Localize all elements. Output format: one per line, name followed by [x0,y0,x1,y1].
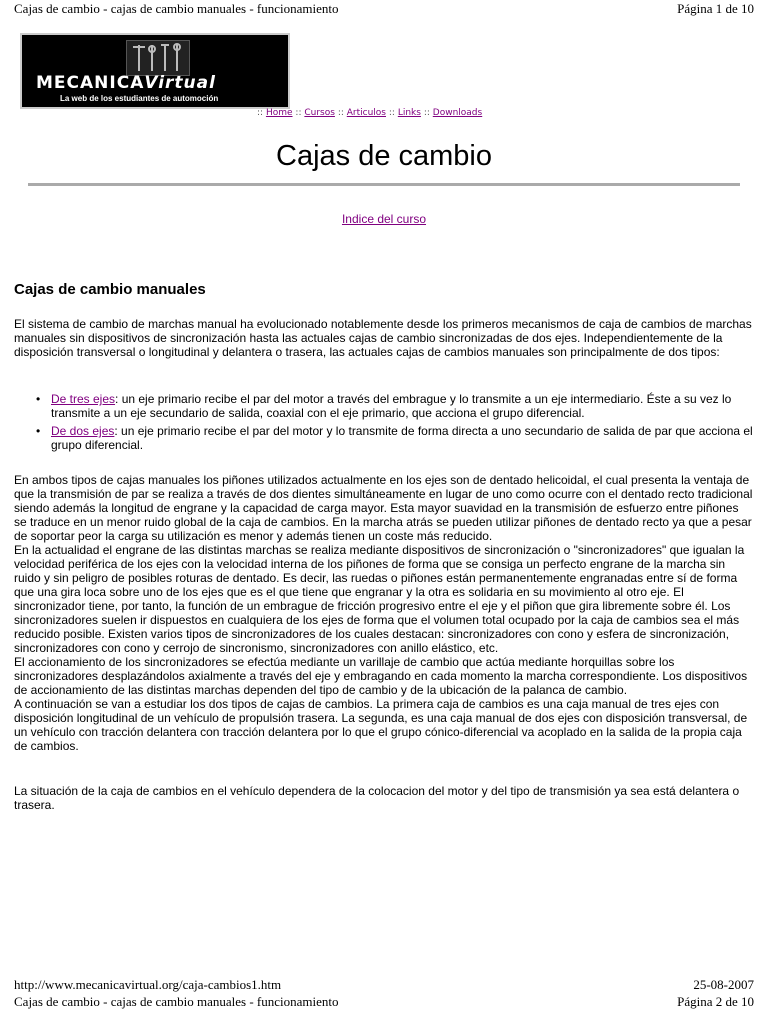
print-footer-title: Cajas de cambio - cajas de cambio manuales - funcionamiento [14,994,339,1009]
paragraph-synchronizers: En la actualidad el engrane de las distintas marchas se realiza mediante dispositivos de sincronización o "sincronizadores" que igualan la velocidad periférica de los ejes con la velocidad interna de los piñones de forma que se consiga un perfecto engrane de la marcha sin ruido y sin peligro de posibles roturas de dentado. Es decir, las ruedas o piñones están permanentemente engranadas entre sí de forma que una gira loca sobre uno de los ejes que es el que tiene que engranar y la otra es solidaria en su movimiento al otro eje. El sincronizador tiene, por tanto, la función de un embrague de fricción progresivo entre el eje y el piñon que gira libremente sobre él. Los sincronizadores suelen ir dispuestos en cualquiera de los ejes de forma que el volumen total ocupado por la caja de cambios sea el más reducido posible. Existen varios tipos de sincronizadores de los cuales destacan: sincronizadores con cono y esfera de sincronización, sincronizadores con cono y cerrojo de sincronismo, sincronizadores con anillo elástico, etc. [14,543,745,655]
list-item: • De dos ejes: un eje primario recibe el par del motor y lo transmite de forma directa a uno secundario de salida de par que acciona el grupo diferencial. [36,424,753,452]
print-footer-page: Página 2 de 10 [677,994,754,1009]
closing-paragraph: La situación de la caja de cambios en el vehículo dependera de la colocacion del motor y del tipo de transmisión ya sea está delantera o trasera. [14,784,740,812]
paragraph-overview: A continuación se van a estudiar los dos tipos de cajas de cambios. La primera caja de cambios es una caja manual de tres ejes con disposición longitudinal de un vehículo de propulsión trasera. La segunda, es una caja manual de dos ejes con disposición transversal, de un vehículo con tracción delantera con tracción delantera por lo que el grupo cónico-diferencial va acoplado en la salida de la propia caja de cambios. [14,697,748,753]
print-header-page: Página 1 de 10 [677,1,754,16]
site-logo[interactable] [20,33,290,109]
print-footer-date: 25-08-2007 [693,977,754,992]
three-shafts-link[interactable]: De tres ejes [51,392,116,406]
print-footer-url-row [14,977,754,993]
logo-tagline: La web de los estudiantes de automoción [60,94,219,103]
nav-cursos-link[interactable]: Cursos [304,108,335,118]
course-index-link[interactable]: Indice del curso [341,212,427,226]
logo-wordmark: MECANICAVirtual [36,73,216,93]
bullet-icon: • [36,392,41,406]
page-title: Cajas de cambio [276,140,492,172]
title-divider [28,183,740,186]
section-heading: Cajas de cambio manuales [14,281,206,298]
list-item: • De tres ejes: un eje primario recibe el par del motor a través del embrague y lo transmite a un eje intermediario. Éste a su vez lo transmite a un eje secundario de salida, coaxial con el eje primario, que acciona el grupo diferencial. [36,392,732,420]
gearbox-types-list [14,392,754,456]
tools-icon [126,40,190,76]
body-text [14,473,754,753]
print-footer [14,994,754,1010]
nav-bar: :: Home :: Cursos :: Articulos :: Links :: Downloads [257,108,483,118]
intro-paragraph: El sistema de cambio de marchas manual ha evolucionado notablemente desde los primeros mecanismos de caja de cambios de marchas manuales sin dispositivos de sincronización hasta las actuales cajas de cambio sincronizadas de dos ejes. Independientemente de la disposición transversal o longitudinal y delantera o trasera, las actuales cajas de cambios manuales son principalmente de dos tipos: [14,317,752,359]
print-header-title: Cajas de cambio - cajas de cambio manuales - funcionamiento [14,1,339,16]
print-footer-url: http://www.mecanicavirtual.org/caja-cambios1.htm [14,977,282,992]
bullet-icon: • [36,424,41,438]
nav-home-link[interactable]: Home [265,108,293,118]
nav-downloads-link[interactable]: Downloads [432,108,483,118]
print-header [14,1,754,17]
index-link-wrap [0,212,768,226]
paragraph-helical-gears: En ambos tipos de cajas manuales los piñones utilizados actualmente en los ejes son de dentado helicoidal, el cual presenta la ventaja de que la transmisión de par se realiza a través de dos dientes simultáneamente en lugar de uno como ocurre con el dentado recto tradicional siendo además la longitud de engrane y la capacidad de carga mayor. Esta mayor suavidad en la transmisión de esfuerzo entre piñones se traduce en un menor ruido global de la caja de cambios. En la marcha atrás se pueden utilizar piñones de dentado recto ya que a pesar de soportar peor la carga su utilización es menor y además tienen un coste más reducido. [14,473,753,543]
nav-links-link[interactable]: Links [397,108,421,118]
two-shafts-link[interactable]: De dos ejes [51,424,115,438]
nav-articulos-link[interactable]: Articulos [346,108,386,118]
paragraph-actuation: El accionamiento de los sincronizadores se efectúa mediante un varillaje de cambio que actúa mediante horquillas sobre los sincronizadores desplazándolos axialmente a través del eje y embragando en cada momento la marcha correspondiente. Los dispositivos de accionamiento de las distintas marchas dependen del tipo de cambio y de la ubicación de la palanca de cambio. [14,655,748,697]
